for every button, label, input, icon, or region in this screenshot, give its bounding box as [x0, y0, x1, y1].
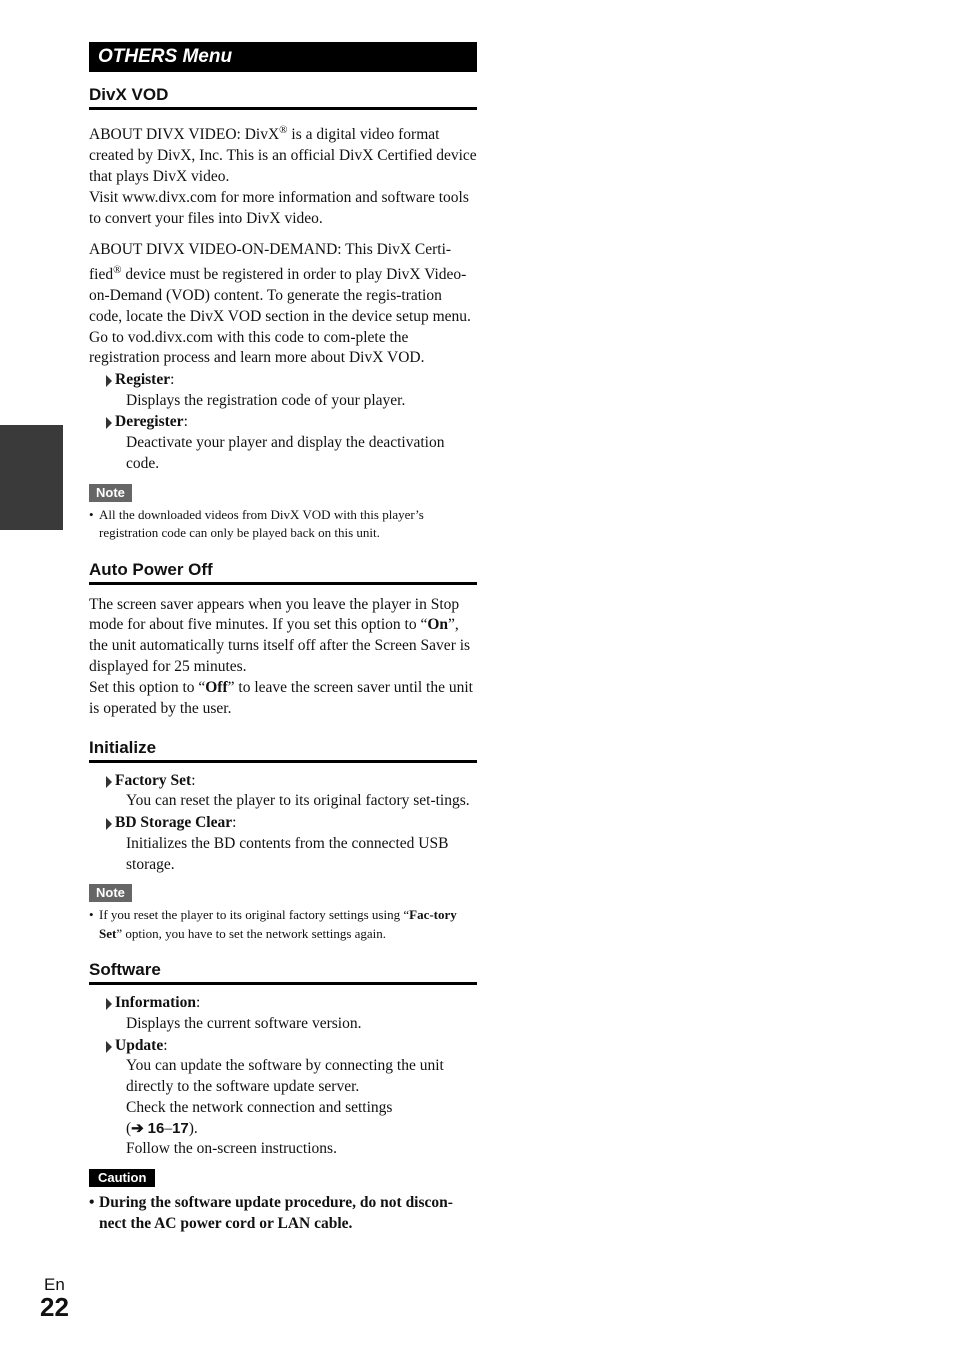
note-badge: Note	[89, 484, 132, 502]
page-reference: (➔ 16–17).	[126, 1119, 198, 1137]
page-language: En	[44, 1275, 65, 1294]
divx-visit-text: Visit www.divx.com for more information and software tools to convert your files into DivX video.	[89, 189, 469, 227]
caution-text: • During the software update procedure, do not discon-nect the AC power cord or LAN cable.	[89, 1193, 453, 1232]
triangle-bullet-icon	[106, 1041, 112, 1053]
note-badge: Note	[89, 884, 132, 902]
option-bd-storage-clear: BD Storage Clear: Initializes the BD contents from the connected USB storage.	[89, 813, 477, 875]
option-factory-set: Factory Set: You can reset the player to its original factory set-tings.	[89, 771, 477, 812]
option-deregister: Deregister: Deactivate your player and display the deactivation code.	[89, 412, 477, 474]
note-text: • If you reset the player to its original factory settings using “Fac-tory Set” option, you have to set the network settings again.	[89, 907, 457, 941]
triangle-bullet-icon	[106, 417, 112, 429]
option-register: Register: Displays the registration code of your player.	[89, 370, 477, 411]
arrow-right-icon: ➔	[131, 1119, 144, 1137]
divx-about-video: ABOUT DIVX VIDEO: DivX® is a digital video format created by DivX, Inc. This is an official DivX Certified device that plays DivX video.	[89, 124, 477, 185]
software-heading: Software	[89, 960, 477, 985]
option-information: Information: Displays the current software version.	[89, 993, 477, 1034]
section-banner: OTHERS Menu	[89, 42, 477, 72]
caution-badge: Caution	[89, 1169, 155, 1187]
auto-power-heading: Auto Power Off	[89, 560, 477, 585]
divx-heading: DivX VOD	[89, 85, 477, 110]
auto-power-text-2: Set this option to “Off” to leave the screen saver until the unit is operated by the user.	[89, 679, 473, 718]
side-tab-marker	[0, 425, 63, 530]
page-number: 22	[40, 1292, 69, 1322]
triangle-bullet-icon	[106, 998, 112, 1010]
option-update: Update: You can update the software by connecting the unit directly to the software update server. Check the network connection and settings (➔ 16–17). Follow the on-screen instructions.	[89, 1036, 477, 1160]
triangle-bullet-icon	[106, 818, 112, 830]
triangle-bullet-icon	[106, 375, 112, 387]
note-text: • All the downloaded videos from DivX VOD with this player’s registration code can only be played back on this unit.	[89, 506, 424, 541]
triangle-bullet-icon	[106, 776, 112, 788]
initialize-heading: Initialize	[89, 738, 477, 763]
divx-about-vod: ABOUT DIVX VIDEO-ON-DEMAND: This DivX Certi-fied® device must be registered in order to play DivX Video-on-Demand (VOD) content. To generate the regis-tration code, locate the DivX VOD section in the device setup menu. Go to vod.divx.com with this code to com-plete the registration process and learn more about DivX VOD.	[89, 240, 471, 367]
content-column	[89, 42, 477, 1234]
auto-power-text-1: The screen saver appears when you leave the player in Stop mode for about five minutes. If you set this option to “On”, the unit automatically turns itself off after the Screen Saver is displayed for 25 minutes.	[89, 595, 471, 675]
